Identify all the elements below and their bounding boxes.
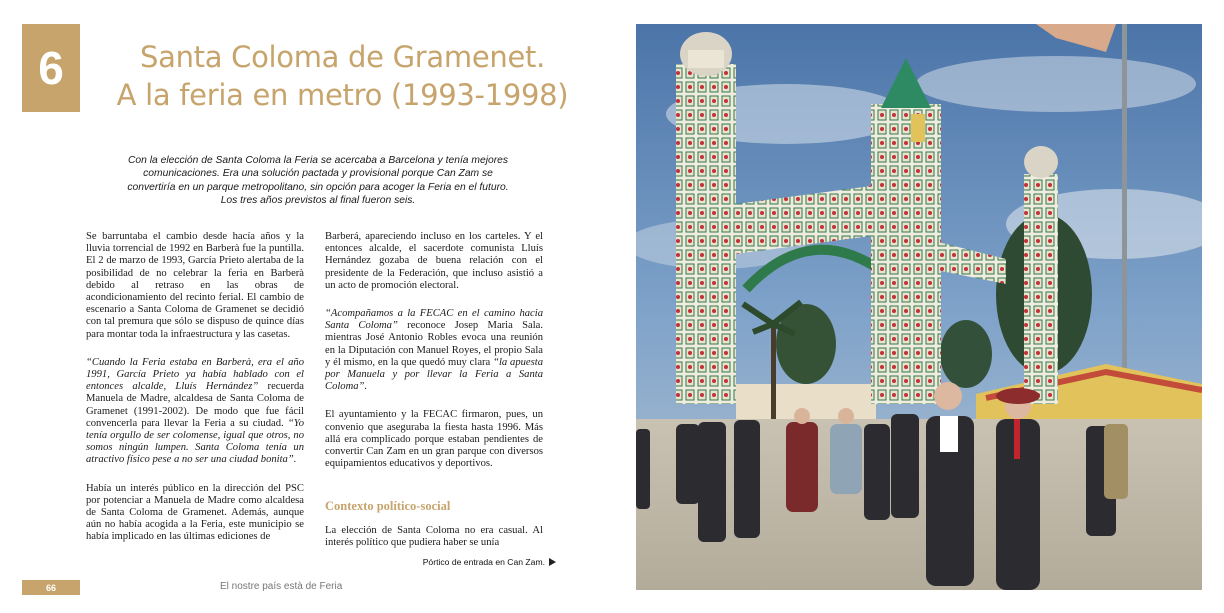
intro-line: Con la elección de Santa Coloma la Feria se acercaba a Barcelona y tenía mejores <box>127 155 509 166</box>
quote: “Yo tenía orgullo de ser colomense, igual que otros, no somos ningún lumpen. Santa Coloma tenía un atractivo físico pese a no ser una ciudad bonita”. <box>86 417 304 466</box>
page-number-box <box>22 580 80 595</box>
chapter-title-line-1: Santa Coloma de Gramenet. <box>140 40 545 74</box>
body-text: recuerda Manuela de Madre, alcaldesa de Santa Coloma de Gramenet (1991-2002). De modo que fue fácil convencerla para llevar la Feria a su ciudad. <box>86 381 305 429</box>
photo-caption <box>423 557 556 567</box>
chapter-number: 6 <box>38 42 64 94</box>
triangle-right-icon <box>549 558 556 566</box>
quote: “la apuesta por Manuela y por llevar la Feria a Santa Coloma”. <box>325 356 543 393</box>
quote: “Acompañamos a la FECAC en el camino hacia Santa Coloma” <box>325 308 543 332</box>
text-column-1 <box>86 231 304 554</box>
body-paragraph: Se barruntaba el cambio desde hacía años y la lluvia torrencial de 1992 en Barberà fue la puntilla. El 2 de marzo de 1993, García Prieto alertaba de la posibilidad de no celebrar la feria en Barberà debido al retraso en las obras de acondicionamiento del recinto ferial. El cambio de escenario a Santa Coloma de Gramenet se decidió con tal premura que sólo se dispuso de quince días para montar toda la infraestructura y las casetas. <box>86 231 304 340</box>
body-paragraph: La elección de Santa Coloma no era casual. Al interés político que pudiera haber se unía <box>325 524 543 548</box>
running-footer: El nostre país està de Feria <box>220 581 343 592</box>
body-paragraph <box>325 308 543 393</box>
caption-text: Pórtico de entrada en Can Zam. <box>422 557 545 567</box>
fairground-gate-photo <box>636 24 1202 590</box>
intro-line: comunicaciones. Era una solución pactada y provisional porque Can Zam se <box>143 168 493 180</box>
body-text: reconoce Josep Maria Sala. mientras José Antonio Robles evoca una reunión en la Diputación con Manuel Royes, el propio Sala y él mismo, en la que quedó muy clara <box>325 320 543 368</box>
chapter-number-box <box>22 24 80 112</box>
body-paragraph: Había un interés público en la dirección del PSC por potenciar a Manuela de Madre como alcaldesa de Santa Coloma de Gramenet. Además, aunque aún no había acogida a la Feria, este municipio se había implicado en las últimas ediciones de <box>86 482 304 543</box>
chapter-title <box>90 38 595 114</box>
chapter-title-line-2: A la feria en metro (1993-1998) <box>116 78 569 112</box>
page-number: 66 <box>45 582 56 593</box>
intro-line: convertiría en un parque metropolitano, sin opción para acoger la Feria en el futuro. <box>127 181 509 193</box>
body-paragraph: Barberá, apareciendo incluso en los carteles. Y el entonces alcalde, el sacerdote comunista Lluís Hernández gozaba de buena relación con el presidente de la Federación, que incluso asistió a un acto de promoción electoral. <box>325 231 543 291</box>
section-heading: Contexto político-social <box>325 499 451 514</box>
body-paragraph <box>86 357 304 467</box>
text-column-2 <box>325 231 543 559</box>
body-paragraph: El ayuntamiento y la FECAC firmaron, pues, un convenio que aseguraba la fiesta hasta 1996. Más allá era complicado porque estaban pendientes de convertir Can Zam en un gran parque con diversos equipamientos educativos y deportivos. <box>325 409 543 470</box>
intro-line: Los tres años previstos al final fueron seis. <box>220 194 416 206</box>
quote: “Cuando la Feria estaba en Barberà, era el año 1991, García Prieto ya había hablado con el entonces alcalde, Lluís Hernández” <box>86 356 304 393</box>
right-page <box>612 0 1224 613</box>
intro-paragraph <box>108 154 528 207</box>
